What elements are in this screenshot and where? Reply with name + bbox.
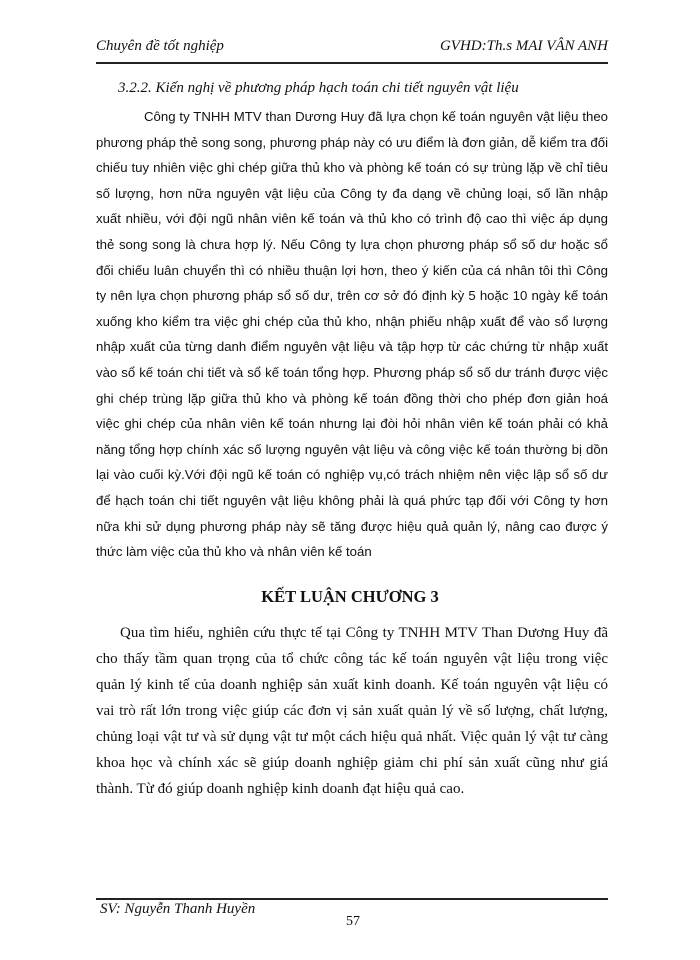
conclusion-paragraph: Qua tìm hiểu, nghiên cứu thực tế tại Công ty TNHH MTV Than Dương Huy đã cho thấy tầm quan trọng của tổ chức công tác kế toán nguyên vật liệu trong việc quản lý kinh tế của doanh nghiệp sản xuất kinh doanh. Kế toán nguyên vật liệu có vai trò rất lớn trong việc giúp các đơn vị sản xuất quản lý về số lượng, chất lượng, chủng loại vật tư và sử dụng vật tư một cách hiệu quả nhất. Việc quản lý vật tư càng khoa học và chính xác sẽ giúp doanh nghiệp giảm chi phí sản xuất cũng như giá thành. Từ đó giúp doanh nghiệp kinh doanh đạt hiệu quả cao. xyxy=(96,625,608,797)
footer-student-name: SV: Nguyễn Thanh Huyền xyxy=(100,901,256,917)
page-number: 57 xyxy=(346,914,360,929)
header-supervisor: GVHD:Th.s MAI VÂN ANH xyxy=(439,38,608,54)
header-divider xyxy=(96,62,608,64)
chapter-conclusion-title: KẾT LUẬN CHƯƠNG 3 xyxy=(261,587,439,606)
section-paragraph: Công ty TNHH MTV than Dương Huy đã lựa chọn kế toán nguyên vật liệu theo phương pháp thẻ song song, phương pháp này có ưu điểm là đơn giản, dễ kiểm tra đối chiếu tuy nhiên việc ghi chép giữa thủ kho và phòng kế toán có sự trùng lặp về chỉ tiêu số lượng, hơn nữa nguyên vật liệu của Công ty đa dạng về chủng loại, số lần nhập xuất nhiều, với đội ngũ nhân viên kế toán và thủ kho có trình độ cao thì việc áp dụng thẻ song song là chưa hợp lý. Nếu Công ty lựa chọn phương pháp sổ số dư hoặc sổ đối chiếu luân chuyển thì có nhiều thuận lợi hơn, theo ý kiến của cá nhân tôi thì Công ty nên lựa chọn phương pháp sổ số dư, trên cơ sở đó định kỳ 5 hoặc 10 ngày kế toán xuống kho kiểm tra việc ghi chép của thủ kho, nhận phiếu nhập xuất để vào sổ lượng nhập xuất của từng danh điểm nguyên vật liệu và tập hợp từ các chứng từ nhập xuất vào sổ kế toán chi tiết và sổ kế toán tổng hợp. Phương pháp sổ số dư tránh được việc ghi chép trùng lặp giữa thủ kho và phòng kế toán đồng thời cho phép đơn giản hoá việc ghi chép của nhân viên kế toán nhưng lại đòi hỏi nhân viên kế toán phải có khả năng tổng hợp chính xác số lượng nguyên vật liệu và công việc kế toán thường bị dồn lại vào cuối kỳ.Với đội ngũ kế toán có nghiệp vụ,có trách nhiệm nên việc lập sổ số dư để hạch toán chi tiết nguyên vật liệu không phải là quá phức tạp đối với Công ty hơn nữa khi sử dụng phương pháp này sẽ tăng được hiệu quả quản lý, nâng cao được ý thức làm việc của thủ kho và nhân viên kế toán xyxy=(96,109,608,560)
section-heading: 3.2.2. Kiến nghị về phương pháp hạch toán chi tiết nguyên vật liệu xyxy=(118,80,519,96)
page-header xyxy=(96,38,608,60)
footer-divider xyxy=(96,898,608,900)
header-document-type: Chuyên đề tốt nghiệp xyxy=(96,38,224,54)
